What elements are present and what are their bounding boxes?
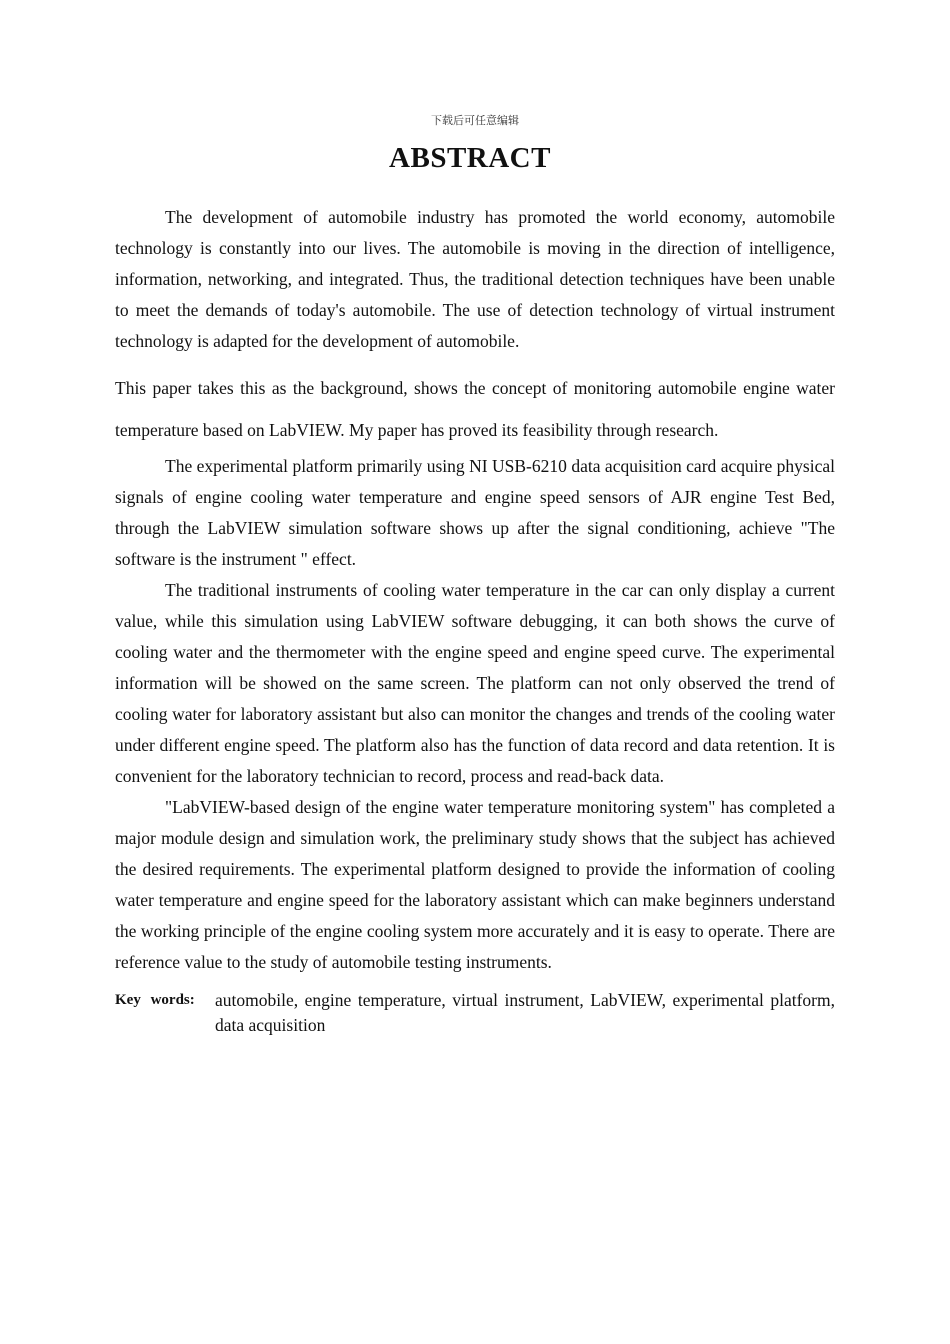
abstract-paragraph-4: "LabVIEW-based design of the engine water temperature monitoring system" has completed a major module design and simulation work, the preliminary study shows that the subject has achieved the desired requirements. The experimental platform designed to provide the information of cooling water temperature and engine speed for the laboratory assistant which can make beginners understand the working principle of the engine cooling system more accurately and it is easy to operate. There are reference value to the study of automobile testing instruments.: [115, 797, 835, 972]
abstract-body: [115, 202, 835, 1038]
header-note: 下载后可任意编辑: [431, 114, 519, 127]
abstract-paragraph-1: The development of automobile industry has promoted the world economy, automobile technology is constantly into our lives. The automobile is moving in the direction of intelligence, information, networking, and integrated. Thus, the traditional detection techniques have been unable to meet the demands of today's automobile. The use of detection technology of virtual instrument technology is adapted for the development of automobile.: [115, 207, 835, 351]
keywords-text: automobile, engine temperature, virtual instrument, LabVIEW, experimental platform, data acquisition: [215, 990, 835, 1035]
abstract-title: ABSTRACT: [389, 142, 551, 174]
abstract-paragraph-2: The experimental platform primarily using NI USB-6210 data acquisition card acquire physical signals of engine cooling water temperature and engine speed sensors of AJR engine Test Bed, through the LabVIEW simulation software shows up after the signal conditioning, achieve "The software is the instrument " effect.: [115, 456, 835, 569]
keywords-label: Key words:: [115, 992, 195, 1008]
keywords-section: [115, 988, 835, 1038]
abstract-paragraph-1-continued: This paper takes this as the background, shows the concept of monitoring automobile engine water temperature based on LabVIEW. My paper has proved its feasibility through research.: [115, 378, 835, 440]
abstract-paragraph-3: The traditional instruments of cooling water temperature in the car can only display a current value, while this simulation using LabVIEW software debugging, it can both shows the curve of cooling water and the thermometer with the engine speed and engine speed curve. The experimental information will be showed on the same screen. The platform can not only observed the trend of cooling water for laboratory assistant but also can monitor the changes and trends of the cooling water under different engine speed. The platform also has the function of data record and data retention. It is convenient for the laboratory technician to record, process and read-back data.: [115, 580, 835, 786]
